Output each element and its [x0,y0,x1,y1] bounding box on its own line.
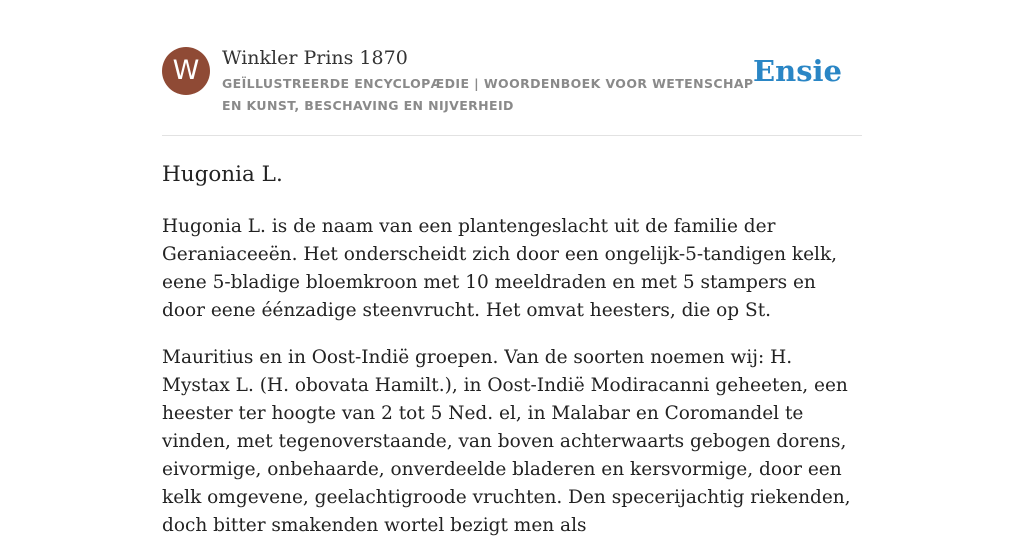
source-header [162,45,862,135]
article-title: Hugonia L. [162,162,283,187]
article-paragraph-1: Hugonia L. is de naam van een plantengeslacht uit de familie der Geraniaceeën. Het onderscheidt zich door een ongelijk-5-tandigen kelk, eene 5-bladige bloemkroon met 10 meeldraden en met 5 stampers en door eene éénzadige steenvrucht. Het omvat heesters, die op St. [162,216,838,321]
ensie-logo-link[interactable]: Ensie [753,54,842,88]
source-subtitle: GEÏLLUSTREERDE ENCYCLOPÆDIE | WOORDENBOEK VOOR WETENSCHAP EN KUNST, BESCHAVING EN NIJVERHEID [222,76,754,113]
header-divider [162,135,862,136]
article-paragraph-2: Mauritius en in Oost-Indië groepen. Van de soorten noemen wij: H. Mystax L. (H. obovata Hamilt.), in Oost-Indië Modiracanni geheeten, een heester ter hoogte van 2 tot 5 Ned. el, in Malabar en Coromandel te vinden, met tegenoverstaande, van boven achterwaarts gebogen dorens, eivormige, onbehaarde, onverdeelde bladeren en kersvormige, door een kelk omgevene, geelachtigroode vruchten. Den specerijachtig riekenden, doch bitter smakenden wortel bezigt men als [162,347,851,536]
article-content [162,160,862,540]
source-avatar[interactable]: W [162,47,210,95]
source-title-link[interactable]: Winkler Prins 1870 [222,47,408,69]
